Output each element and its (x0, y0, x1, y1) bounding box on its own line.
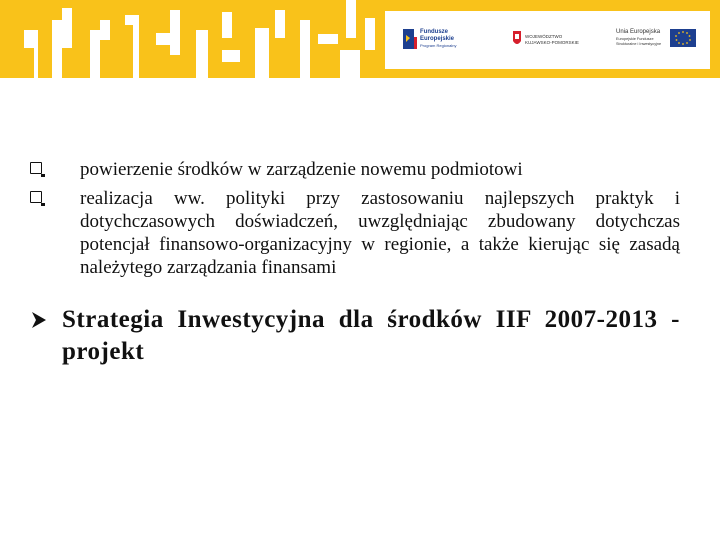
header-banner (0, 0, 720, 78)
list-item (30, 187, 680, 279)
partner-logos (385, 11, 710, 69)
logo-ue-line2: Europejskie Fundusze (616, 37, 654, 41)
list-item (30, 158, 680, 181)
checkbox-square-icon (30, 191, 42, 203)
bullet-text: powierzenie środków w zarządzenie nowemu podmiotowi (80, 159, 523, 180)
bullet-text: realizacja ww. polityki przy zastosowaniu najlepszych praktyk i dotychczasowych doświadczeń, uwzględniając zbudowany dotychczas potencjał finansowo-organizacyjny w regionie, a także kierując się zasadą należytego zarządzania finansami (80, 188, 680, 278)
logo-fe-line1: Fundusze (420, 29, 448, 35)
logo-ue-line3: Strukturalne i Inwestycyjne (616, 42, 662, 46)
bullet-list (30, 158, 680, 285)
logo-fe-line2: Europejskie (420, 36, 455, 42)
heading-text: Strategia Inwestycyjna dla środków IIF 2007-2013 - projekt (62, 306, 680, 365)
fundusze-europejskie-logo (393, 11, 483, 69)
logo-wp-line1: WOJEWÓDZTWO (525, 34, 563, 39)
section-heading (30, 304, 680, 368)
logo-ue-line1: Unia Europejska (616, 29, 661, 35)
unia-europejska-logo (610, 11, 710, 69)
checkbox-square-icon (30, 162, 42, 174)
decorative-pattern (0, 0, 390, 78)
logo-wp-line2: KUJAWSKO-POMORSKIE (525, 40, 579, 45)
logo-fe-line3: Program Regionalny (420, 43, 457, 48)
arrow-bullet-icon (30, 310, 48, 330)
wojewodztwo-pomorskie-logo (503, 11, 593, 69)
